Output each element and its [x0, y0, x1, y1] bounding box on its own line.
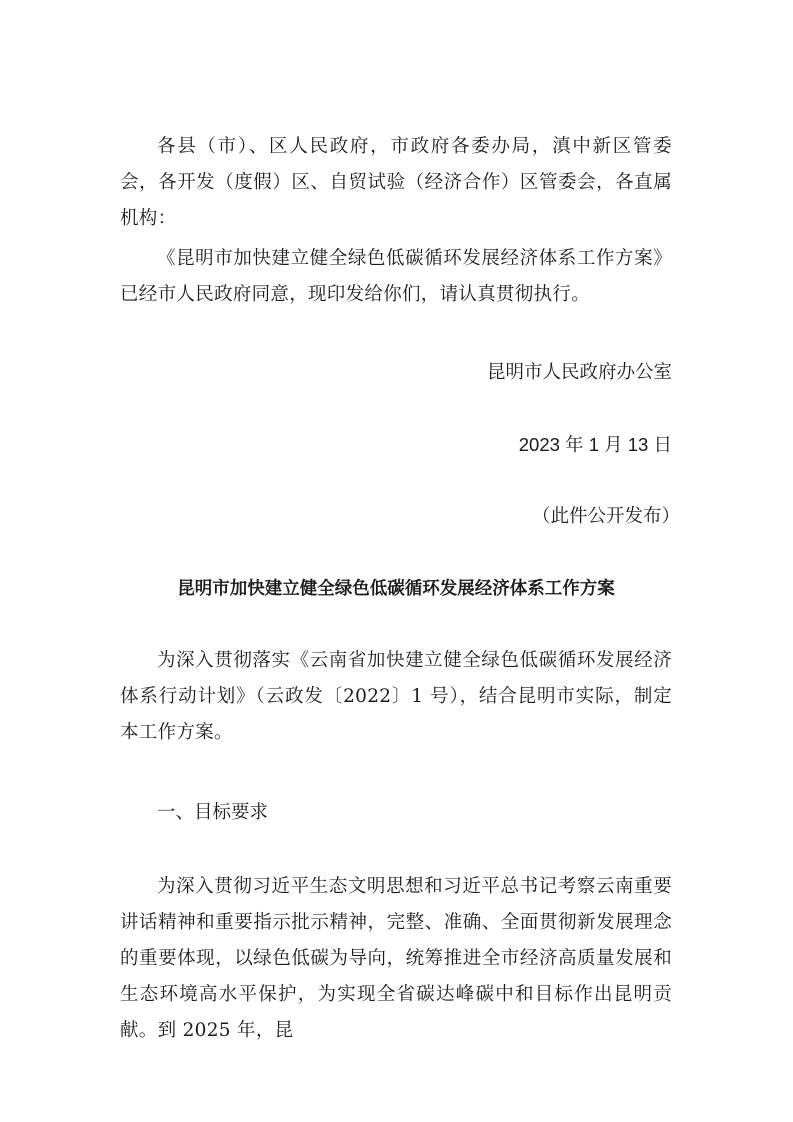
- issue-date: 2023 年 1 月 13 日: [518, 434, 672, 455]
- plan-title: 昆明市加快建立健全绿色低碳循环发展经济体系工作方案: [177, 579, 615, 599]
- plan-intro-paragraph: 为深入贯彻落实《云南省加快建立健全绿色低碳循环发展经济体系行动计划》（云政发〔2022〕1 号），结合昆明市实际，制定本工作方案。: [120, 650, 672, 743]
- issuer-signature: 昆明市人民政府办公室: [486, 362, 672, 383]
- addressees-paragraph: 各县（市）、区人民政府，市政府各委办局，滇中新区管委会，各开发（度假）区、自贸试验（经济合作）区管委会，各直属机构：: [120, 136, 672, 229]
- notice-body-paragraph: 《昆明市加快建立健全绿色低碳循环发展经济体系工作方案》已经市人民政府同意，现印发给你们，请认真贯彻执行。: [120, 248, 672, 305]
- publication-note: （此件公开发布）: [531, 506, 680, 527]
- section-goals-paragraph: 为深入贯彻习近平生态文明思想和习近平总书记考察云南重要讲话精神和重要指示批示精神，完整、准确、全面贯彻新发展理念的重要体现，以绿色低碳为导向，统筹推进全市经济高质量发展和生态环境高水平保护，为实现全省碳达峰碳中和目标作出昆明贡献。到 2025 年，昆: [120, 876, 672, 1041]
- section-heading-goals: 一、目标要求: [157, 802, 269, 823]
